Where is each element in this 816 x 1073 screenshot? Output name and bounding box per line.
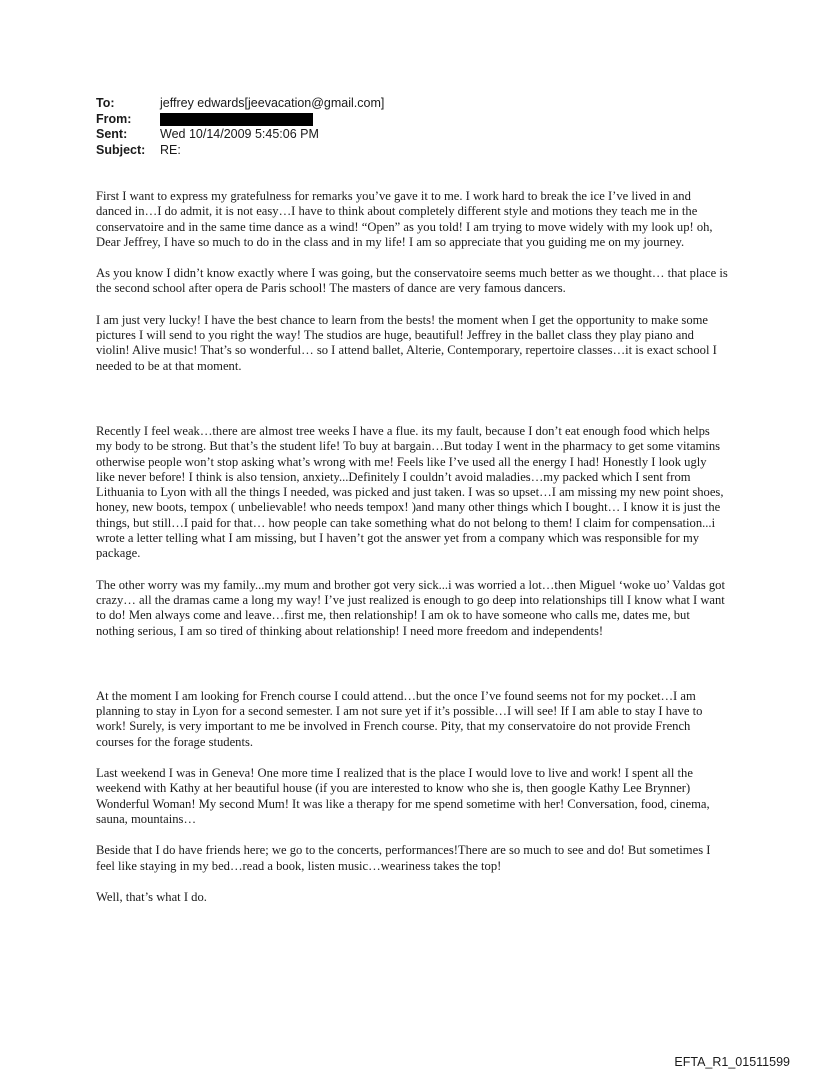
to-row [96, 96, 384, 112]
subject-value: RE: [160, 142, 181, 157]
subject-label: Subject: [96, 142, 146, 157]
body-paragraph-8: Beside that I do have friends here; we go to the concerts, performances!There are so much to see and do! But sometimes I feel like staying in my bed…read a book, listen music…weariness takes the top! [96, 843, 711, 873]
body-paragraph-9: Well, that’s what I do. [96, 889, 207, 904]
sent-label: Sent: [96, 127, 128, 142]
to-value: jeffrey edwards[jeevacation@gmail.com] [160, 96, 385, 110]
body-paragraph-1: First I want to express my gratefulness for remarks you’ve gave it to me. I work hard to break the ice I’ve lived in and danced in…I do admit, it is not easy…I have to think about completely different style and motions they teach me in the conservatoire and in the same time dance as a wind! “Open” as you told! I am trying to move widely with my look up! oh, Dear Jeffrey, I have so much to do in the class and in my life! I am so appreciate that you guiding me on my journey. [96, 189, 713, 249]
from-redaction-bar [160, 113, 313, 126]
body-paragraph-6: At the moment I am looking for French course I could attend…but the once I’ve found seems not for my pocket…I am planning to stay in Lyon for a second semester. I am not sure yet if it’s possible…I will see! If I am able to stay I have to work! Surely, is very important to me be involved in French course. Pity, that my conservatoire do not provide French courses for the forage students. [96, 688, 703, 749]
from-row [96, 112, 384, 128]
body-paragraph-5: The other worry was my family...my mum and brother got very sick...i was worried a lot…then Miguel ‘woke uo’ Valdas got crazy… all the dramas came a long my way! I’ve just realized is enough to go deep into relationships till I know what I want to do! Men always come and leave…first me, then relationship! I am ok to have someone who calls me, dates me, but nothing serious, I am so tired of thinking about relationship! I need more freedom and independents! [96, 577, 725, 638]
body-paragraph-3: I am just very lucky! I have the best chance to learn from the bests! the moment when I get the opportunity to make some pictures I will send to you right the way! The studios are huge, beautiful! Jeffrey in the ballet class they play piano and violin! Alive music! That’s so wonderful… so I attend ballet, Alterie, Contemporary, repertoire classes…it is exact school I needed to be at that moment. [96, 312, 717, 373]
to-label: To: [96, 96, 115, 110]
sent-row [96, 127, 384, 143]
body-paragraph-2: As you know I didn’t know exactly where I was going, but the conservatoire seems much better as we thought… that place is the second school after opera de Paris school! The masters of dance are very famous dancers. [96, 266, 728, 296]
email-header [96, 96, 384, 158]
body-paragraph-7: Last weekend I was in Geneva! One more time I realized that is the place I would love to live and work! I spent all the weekend with Kathy at her beautiful house (if you are interested to know who she is, then google Kathy Lee Brynner) Wonderful Woman! My second Mum! It was like a therapy for me spend sometime with her! Conversation, food, cinema, sauna, mountains… [96, 766, 710, 826]
body-paragraph-4: Recently I feel weak…there are almost tree weeks I have a flue. its my fault, because I don’t eat enough food which helps my body to be strong. But that’s the student life! To buy at bargain…But today I went in the pharmacy to get some vitamins otherwise people won’t stop asking what’s wrong with me! Feels like I’ve used all the energy I had! Honestly I look ugly like never before! I think is also tension, anxiety...Definitely I couldn’t avoid maladies…my packed which I sent from Lithuania to Lyon with all the things I needed, was picked and just taken. I was so upset…I am missing my new point shoes, honey, new boots, tempox ( unbelievable! who needs tempox! )and many other things which I bought… I know it is just the things, but still…I paid for that… how people can take something what do not belong to them! I claim for compensation...i wrote a letter telling what I am missing, but I haven’t got the answer yet from a company which was responsible for my package. [96, 423, 724, 561]
from-label: From: [96, 111, 132, 126]
email-body [96, 189, 728, 921]
sent-value: Wed 10/14/2009 5:45:06 PM [160, 127, 319, 142]
document-id: EFTA_R1_01511599 [674, 1055, 790, 1069]
subject-row [96, 143, 384, 159]
